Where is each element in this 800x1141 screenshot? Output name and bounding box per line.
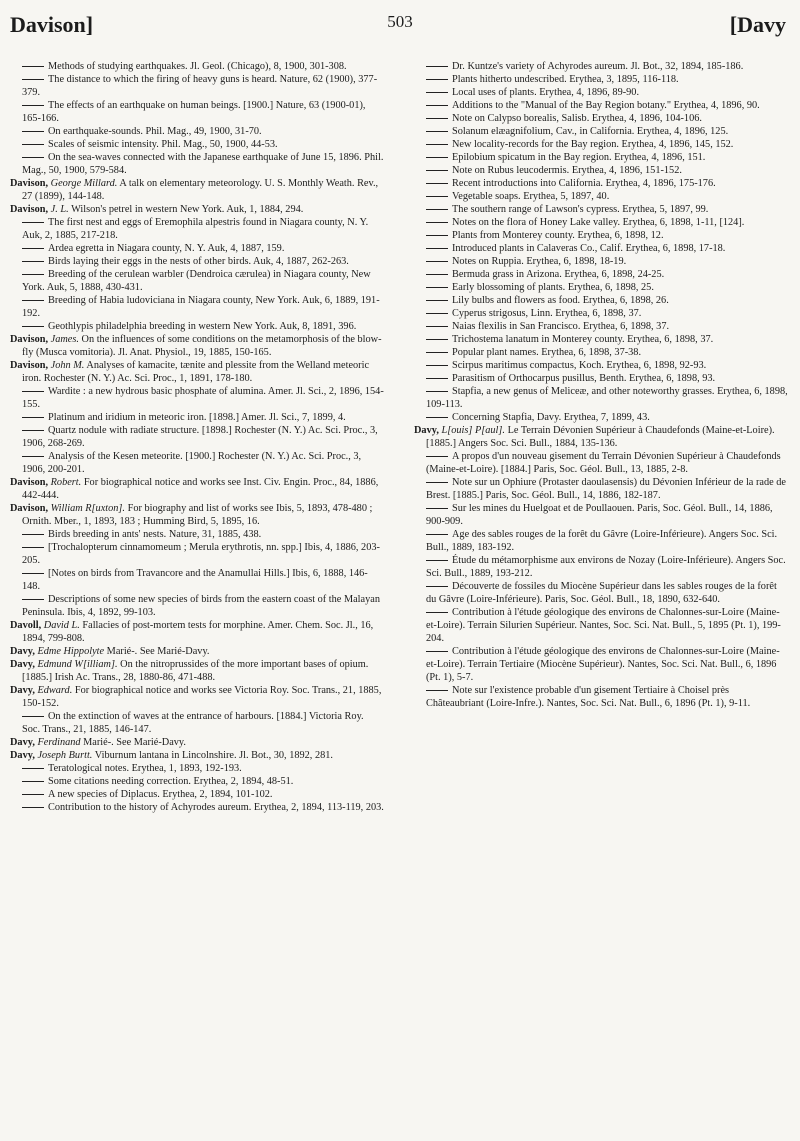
- entry-text: Some citations needing correction. Erythea, 2, 1894, 48-51.: [48, 776, 294, 787]
- entry-text: Breeding of the cerulean warbler (Dendroica cærulea) in Niagara county, New York. Auk, 5, 1888, 430-431.: [22, 269, 371, 293]
- bibliography-entry: [10, 593, 384, 619]
- entry-text: Popular plant names. Erythea, 6, 1898, 37-38.: [452, 347, 642, 358]
- ditto-dash: [426, 534, 448, 535]
- entry-given-name: Ferdinand: [37, 737, 81, 748]
- ditto-dash: [426, 417, 448, 418]
- entry-text: Birds laying their eggs in the nests of other birds. Auk, 4, 1887, 262-263.: [48, 256, 349, 267]
- ditto-dash: [426, 222, 448, 223]
- bibliography-entry: [10, 294, 384, 320]
- ditto-dash: [426, 300, 448, 301]
- bibliography-entry: [10, 762, 384, 775]
- ditto-dash: [426, 560, 448, 561]
- bibliography-entry: [10, 788, 384, 801]
- bibliography-entry: [414, 528, 788, 554]
- bibliography-entry: [10, 619, 384, 645]
- bibliography-entry: [414, 307, 788, 320]
- ditto-dash: [426, 651, 448, 652]
- entry-text: Breeding of Habia ludoviciana in Niagara county, New York. Auk, 6, 1889, 191-192.: [22, 295, 380, 319]
- ditto-dash: [22, 326, 44, 327]
- ditto-dash: [426, 456, 448, 457]
- ditto-dash: [426, 287, 448, 288]
- entry-text: Early blossoming of plants. Erythea, 6, 1898, 25.: [452, 282, 654, 293]
- bibliography-entry: [10, 528, 384, 541]
- entry-text: Cyperus strigosus, Linn. Erythea, 6, 1898, 37.: [452, 308, 642, 319]
- bibliography-entry: [10, 684, 384, 710]
- entry-text: Fallacies of post-mortem tests for morphine. Amer. Chem. Soc. Jl., 16, 1894, 799-808.: [22, 620, 374, 644]
- bibliography-entry: [10, 749, 384, 762]
- right-column: [414, 60, 788, 710]
- bibliography-entry: [10, 60, 384, 73]
- bibliography-entry: [10, 177, 384, 203]
- ditto-dash: [426, 144, 448, 145]
- bibliography-entry: [10, 710, 384, 736]
- bibliography-entry: [414, 333, 788, 346]
- ditto-dash: [426, 209, 448, 210]
- bibliography-entry: [10, 411, 384, 424]
- bibliography-entry: [10, 320, 384, 333]
- ditto-dash: [426, 92, 448, 93]
- entry-text: On the influences of some conditions on the metamorphosis of the blow-fly (Musca vomitoria). Jl. Anat. Physiol., 19, 1885, 150-165.: [22, 334, 382, 358]
- bibliography-entry: [414, 580, 788, 606]
- entry-text: Le Terrain Dévonien Supérieur à Chaudefonds (Maine-et-Loire). [1885.] Angers Soc. Sci. Bull., 1884, 135-136.: [426, 425, 775, 449]
- entry-text: Introduced plants in Calaveras Co., Calif. Erythea, 6, 1898, 17-18.: [452, 243, 726, 254]
- ditto-dash: [426, 612, 448, 613]
- entry-given-name: James.: [50, 334, 79, 345]
- bibliography-entry: [10, 268, 384, 294]
- bibliography-entry: [10, 242, 384, 255]
- bibliography-entry: [414, 411, 788, 424]
- entry-text: The first nest and eggs of Eremophila alpestris found in Niagara county, N. Y. Auk, 2, 1885, 217-218.: [22, 217, 369, 241]
- bibliography-entry: [10, 736, 384, 749]
- entry-text: For biography and list of works see Ibis, 5, 1893, 478-480 ; Ornith. Mber., 1, 1893, 183 ; Humming Bird, 5, 1895, 16.: [22, 503, 373, 527]
- entry-text: The distance to which the firing of heavy guns is heard. Nature, 62 (1900), 377-379.: [22, 74, 378, 98]
- entry-text: Geothlypis philadelphia breeding in western New York. Auk, 8, 1891, 396.: [48, 321, 357, 332]
- bibliography-entry: [414, 229, 788, 242]
- bibliography-entry: [414, 684, 788, 710]
- entry-author: Davison,: [10, 503, 49, 514]
- bibliography-entry: [414, 242, 788, 255]
- page-header: [0, 12, 800, 52]
- bibliography-entry: [10, 333, 384, 359]
- entry-text: Marié-. See Marié-Davy.: [83, 737, 186, 748]
- ditto-dash: [22, 105, 44, 106]
- ditto-dash: [426, 352, 448, 353]
- entry-text: Descriptions of some new species of birds from the eastern coast of the Malayan Peninsula. Ibis, 4, 1892, 99-103.: [22, 594, 380, 618]
- entry-text: Solanum elæagnifolium, Cav., in California. Erythea, 4, 1896, 125.: [452, 126, 729, 137]
- entry-given-name: J. L.: [50, 204, 69, 215]
- bibliography-entry: [10, 203, 384, 216]
- bibliography-entry: [10, 125, 384, 138]
- bibliography-entry: [414, 554, 788, 580]
- entry-text: Stapfia, a new genus of Meliceæ, and other noteworthy grasses. Erythea, 6, 1898, 109-113.: [426, 386, 788, 410]
- bibliography-entry: [10, 385, 384, 411]
- entry-given-name: George Millard.: [50, 178, 118, 189]
- entry-given-name: David L.: [43, 620, 80, 631]
- entry-text: Wilson's petrel in western New York. Auk, 1, 1884, 294.: [71, 204, 304, 215]
- entry-text: Age des sables rouges de la forêt du Gâvre (Loire-Inférieure). Angers Soc. Sci. Bull., 1889, 183-192.: [426, 529, 778, 553]
- ditto-dash: [426, 66, 448, 67]
- entry-author: Davy,: [414, 425, 439, 436]
- ditto-dash: [426, 274, 448, 275]
- bibliography-entry: [414, 151, 788, 164]
- bibliography-entry: [10, 567, 384, 593]
- bibliography-entry: [414, 255, 788, 268]
- ditto-dash: [22, 274, 44, 275]
- entry-given-name: Edmund W[illiam].: [37, 659, 118, 670]
- entry-text: The effects of an earthquake on human beings. [1900.] Nature, 63 (1900-01), 165-166.: [22, 100, 366, 124]
- entry-text: Vegetable soaps. Erythea, 5, 1897, 40.: [452, 191, 610, 202]
- entry-given-name: Edward.: [37, 685, 73, 696]
- ditto-dash: [426, 586, 448, 587]
- ditto-dash: [22, 599, 44, 600]
- ditto-dash: [22, 547, 44, 548]
- entry-author: Davison,: [10, 360, 49, 371]
- header-right: [Davy: [729, 12, 786, 37]
- entry-author: Davison,: [10, 334, 49, 345]
- bibliography-entry: [10, 151, 384, 177]
- entry-text: The southern range of Lawson's cypress. Erythea, 5, 1897, 99.: [452, 204, 709, 215]
- entry-text: Contribution to the history of Achyrodes aureum. Erythea, 2, 1894, 113-119, 203.: [48, 802, 384, 813]
- bibliography-entry: [10, 450, 384, 476]
- bibliography-entry: [10, 541, 384, 567]
- entry-text: Viburnum lantana in Lincolnshire. Jl. Bot., 30, 1892, 281.: [94, 750, 333, 761]
- ditto-dash: [426, 690, 448, 691]
- ditto-dash: [426, 339, 448, 340]
- entry-given-name: Edme Hippolyte: [37, 646, 105, 657]
- ditto-dash: [22, 144, 44, 145]
- entry-text: Plants from Monterey county. Erythea, 6, 1898, 12.: [452, 230, 664, 241]
- ditto-dash: [22, 716, 44, 717]
- ditto-dash: [426, 248, 448, 249]
- entry-text: On the nitroprussides of the more important bases of opium. [1885.] Irish Ac. Trans., 28, 1880-86, 471-488.: [22, 659, 369, 683]
- entry-text: Wardite : a new hydrous basic phosphate of alumina. Amer. Jl. Sci., 2, 1896, 154-155.: [22, 386, 384, 410]
- ditto-dash: [426, 183, 448, 184]
- entry-text: A propos d'un nouveau gisement du Terrain Dévonien Supérieur à Chaudefonds (Maine-et-Loire). [1884.] Paris, Soc. Géol. Bull., 13, 1885, 2-8.: [426, 451, 781, 475]
- entry-text: Quartz nodule with radiate structure. [1898.] Rochester (N. Y.) Ac. Sci. Proc., 3, 1906, 268-269.: [22, 425, 378, 449]
- entry-text: Contribution à l'étude géologique des environs de Chalonnes-sur-Loire (Maine-et-Loire). Terrain Silurien Supérieur. Nantes, Soc. Sci. Nat. Bull., 5, 1895 (Pt. 1), 199-204.: [426, 607, 781, 644]
- bibliography-entry: [10, 502, 384, 528]
- entry-text: Ardea egretta in Niagara county, N. Y. Auk, 4, 1887, 159.: [48, 243, 285, 254]
- entry-text: Contribution à l'étude géologique des environs de Chalonnes-sur-Loire (Maine-et-Loire). Terrain Tertiaire (Miocène Supérieur). Nantes, Soc. Sci. Nat. Bull., 6, 1896 (Pt. 1), 5-7.: [426, 646, 780, 683]
- ditto-dash: [426, 157, 448, 158]
- ditto-dash: [22, 248, 44, 249]
- bibliography-entry: [414, 346, 788, 359]
- entry-text: A talk on elementary meteorology. U. S. Monthly Weath. Rev., 27 (1899), 144-148.: [22, 178, 379, 202]
- entry-text: Étude du métamorphisme aux environs de Nozay (Loire-Inférieure). Angers Soc. Sci. Bull., 1889, 193-212.: [426, 555, 786, 579]
- entry-text: Analyses of kamacite, tænite and plessite from the Welland meteoric iron. Rochester (N. Y.) Ac. Sci. Proc., 1, 1891, 178-180.: [22, 360, 370, 384]
- entry-text: Teratological notes. Erythea, 1, 1893, 192-193.: [48, 763, 242, 774]
- bibliography-entry: [414, 60, 788, 73]
- ditto-dash: [22, 807, 44, 808]
- entry-text: New locality-records for the Bay region. Erythea, 4, 1896, 145, 152.: [452, 139, 734, 150]
- ditto-dash: [426, 79, 448, 80]
- bibliography-entry: [10, 424, 384, 450]
- entry-author: Davy,: [10, 685, 35, 696]
- entry-text: Note sur l'existence probable d'un gisement Tertiaire à Choisel près Châteaubriant (Loire-Infre.). Nantes, Soc. Sci. Nat. Bull., 6, 1896 (Pt. 1), 9-11.: [426, 685, 751, 709]
- entry-text: Dr. Kuntze's variety of Achyrodes aureum. Jl. Bot., 32, 1894, 185-186.: [452, 61, 744, 72]
- ditto-dash: [22, 417, 44, 418]
- ditto-dash: [22, 781, 44, 782]
- bibliography-entry: [414, 424, 788, 450]
- bibliography-entry: [414, 99, 788, 112]
- entry-text: Platinum and iridium in meteoric iron. [1898.] Amer. Jl. Sci., 7, 1899, 4.: [48, 412, 346, 423]
- entry-text: Epilobium spicatum in the Bay region. Erythea, 4, 1896, 151.: [452, 152, 706, 163]
- ditto-dash: [22, 573, 44, 574]
- bibliography-entry: [414, 320, 788, 333]
- entry-text: Analysis of the Kesen meteorite. [1900.] Rochester (N. Y.) Ac. Sci. Proc., 3, 1906, 200-201.: [22, 451, 362, 475]
- entry-author: Davison,: [10, 477, 49, 488]
- entry-text: [Trochalopterum cinnamomeum ; Merula erythrotis, nn. spp.] Ibis, 4, 1886, 203-205.: [22, 542, 380, 566]
- entry-text: Plants hitherto undescribed. Erythea, 3, 1895, 116-118.: [452, 74, 679, 85]
- bibliography-entry: [10, 99, 384, 125]
- ditto-dash: [426, 365, 448, 366]
- ditto-dash: [426, 378, 448, 379]
- entry-author: Davy,: [10, 750, 35, 761]
- entry-given-name: William R[uxton].: [50, 503, 126, 514]
- entry-text: Trichostema lanatum in Monterey county. Erythea, 6, 1898, 37.: [452, 334, 714, 345]
- entry-text: Additions to the "Manual of the Bay Region botany." Erythea, 4, 1896, 90.: [452, 100, 760, 111]
- entry-text: Scales of seismic intensity. Phil. Mag., 50, 1900, 44-53.: [48, 139, 278, 150]
- ditto-dash: [426, 313, 448, 314]
- bibliography-entry: [414, 177, 788, 190]
- bibliography-entry: [414, 385, 788, 411]
- bibliography-entry: [414, 294, 788, 307]
- entry-text: For biographical notice and works see Victoria Roy. Soc. Trans., 21, 1885, 150-152.: [22, 685, 382, 709]
- bibliography-entry: [414, 216, 788, 229]
- entry-author: Davoll,: [10, 620, 42, 631]
- bibliography-entry: [414, 606, 788, 645]
- bibliography-entry: [414, 502, 788, 528]
- entry-text: Note on Rubus leucodermis. Erythea, 4, 1896, 151-152.: [452, 165, 682, 176]
- page-number: 503: [387, 12, 413, 31]
- entry-text: On the sea-waves connected with the Japanese earthquake of June 15, 1896. Phil. Mag., 50, 1900, 579-584.: [22, 152, 384, 176]
- entry-text: Découverte de fossiles du Miocène Supérieur dans les sables rouges de la forêt du Gâvre (Loire-Inférieure). Paris, Soc. Géol. Bull., 18, 1890, 632-640.: [426, 581, 777, 605]
- entry-author: Davy,: [10, 737, 35, 748]
- entry-text: A new species of Diplacus. Erythea, 2, 1894, 101-102.: [48, 789, 273, 800]
- header-left: Davison]: [10, 12, 94, 37]
- bibliography-entry: [414, 450, 788, 476]
- left-column: [10, 60, 384, 814]
- entry-given-name: Robert.: [50, 477, 82, 488]
- bibliography-entry: [414, 112, 788, 125]
- entry-text: On the extinction of waves at the entrance of harbours. [1884.] Victoria Roy. Soc. Trans., 21, 1885, 146-147.: [22, 711, 364, 735]
- ditto-dash: [22, 66, 44, 67]
- entry-text: Note on Calypso borealis, Salisb. Erythea, 4, 1896, 104-106.: [452, 113, 702, 124]
- bibliography-entry: [414, 203, 788, 216]
- entry-author: Davy,: [10, 659, 35, 670]
- ditto-dash: [426, 261, 448, 262]
- bibliography-entry: [414, 138, 788, 151]
- entry-given-name: Joseph Burtt.: [37, 750, 93, 761]
- ditto-dash: [22, 768, 44, 769]
- entry-text: On earthquake-sounds. Phil. Mag., 49, 1900, 31-70.: [48, 126, 262, 137]
- ditto-dash: [426, 196, 448, 197]
- bibliography-entry: [10, 645, 384, 658]
- bibliography-entry: [414, 476, 788, 502]
- entry-author: Davy,: [10, 646, 35, 657]
- ditto-dash: [22, 79, 44, 80]
- ditto-dash: [426, 235, 448, 236]
- ditto-dash: [22, 222, 44, 223]
- bibliography-entry: [414, 86, 788, 99]
- entry-given-name: John M.: [50, 360, 85, 371]
- bibliography-entry: [414, 372, 788, 385]
- bibliography-entry: [10, 658, 384, 684]
- entry-text: Bermuda grass in Arizona. Erythea, 6, 1898, 24-25.: [452, 269, 665, 280]
- entry-text: Scirpus maritimus compactus, Koch. Erythea, 6, 1898, 92-93.: [452, 360, 707, 371]
- bibliography-entry: [414, 164, 788, 177]
- bibliography-entry: [10, 775, 384, 788]
- entry-text: Parasitism of Orthocarpus pusillus, Benth. Erythea, 6, 1898, 93.: [452, 373, 716, 384]
- ditto-dash: [426, 508, 448, 509]
- entry-text: Local uses of plants. Erythea, 4, 1896, 89-90.: [452, 87, 640, 98]
- ditto-dash: [426, 170, 448, 171]
- entry-text: Note sur un Ophiure (Protaster daoulasensis) du Dévonien Inférieur de la rade de Brest. [1885.] Paris, Soc. Géol. Bull., 14, 1886, 182-187.: [426, 477, 786, 501]
- entry-text: Notes on the flora of Honey Lake valley. Erythea, 6, 1898, 1-11, [124].: [452, 217, 745, 228]
- ditto-dash: [22, 131, 44, 132]
- entry-text: Sur les mines du Huelgoat et de Poullaouen. Paris, Soc. Géol. Bull., 14, 1886, 900-909.: [426, 503, 773, 527]
- entry-text: Lily bulbs and flowers as food. Erythea, 6, 1898, 26.: [452, 295, 669, 306]
- ditto-dash: [22, 430, 44, 431]
- ditto-dash: [22, 157, 44, 158]
- bibliography-entry: [414, 125, 788, 138]
- ditto-dash: [22, 300, 44, 301]
- entry-text: Concerning Stapfia, Davy. Erythea, 7, 1899, 43.: [452, 412, 650, 423]
- ditto-dash: [426, 482, 448, 483]
- bibliography-entry: [414, 268, 788, 281]
- bibliography-entry: [10, 255, 384, 268]
- entry-author: Davison,: [10, 204, 49, 215]
- entry-text: Methods of studying earthquakes. Jl. Geol. (Chicago), 8, 1900, 301-308.: [48, 61, 347, 72]
- bibliography-entry: [414, 73, 788, 86]
- ditto-dash: [426, 391, 448, 392]
- ditto-dash: [22, 534, 44, 535]
- ditto-dash: [22, 456, 44, 457]
- entry-text: [Notes on birds from Travancore and the Anamullai Hills.] Ibis, 6, 1888, 146-148.: [22, 568, 368, 592]
- bibliography-entry: [10, 216, 384, 242]
- bibliography-entry: [414, 281, 788, 294]
- entry-author: Davison,: [10, 178, 49, 189]
- bibliography-entry: [414, 645, 788, 684]
- ditto-dash: [426, 131, 448, 132]
- ditto-dash: [22, 391, 44, 392]
- bibliography-entry: [10, 359, 384, 385]
- bibliography-entry: [10, 138, 384, 151]
- bibliography-entry: [10, 801, 384, 814]
- ditto-dash: [22, 794, 44, 795]
- bibliography-entry: [10, 73, 384, 99]
- entry-text: Notes on Ruppia. Erythea, 6, 1898, 18-19.: [452, 256, 627, 267]
- entry-text: Marié-. See Marié-Davy.: [106, 646, 210, 657]
- ditto-dash: [426, 118, 448, 119]
- bibliography-entry: [10, 476, 384, 502]
- ditto-dash: [22, 261, 44, 262]
- bibliography-entry: [414, 359, 788, 372]
- bibliography-entry: [414, 190, 788, 203]
- entry-given-name: L[ouis] P[aul].: [441, 425, 505, 436]
- entry-text: Naias flexilis in San Francisco. Erythea, 6, 1898, 37.: [452, 321, 670, 332]
- ditto-dash: [426, 326, 448, 327]
- entry-text: Birds breeding in ants' nests. Nature, 31, 1885, 438.: [48, 529, 262, 540]
- entry-text: Recent introductions into California. Erythea, 4, 1896, 175-176.: [452, 178, 716, 189]
- entry-text: For biographical notice and works see Inst. Civ. Engin. Proc., 84, 1886, 442-444.: [22, 477, 379, 501]
- ditto-dash: [426, 105, 448, 106]
